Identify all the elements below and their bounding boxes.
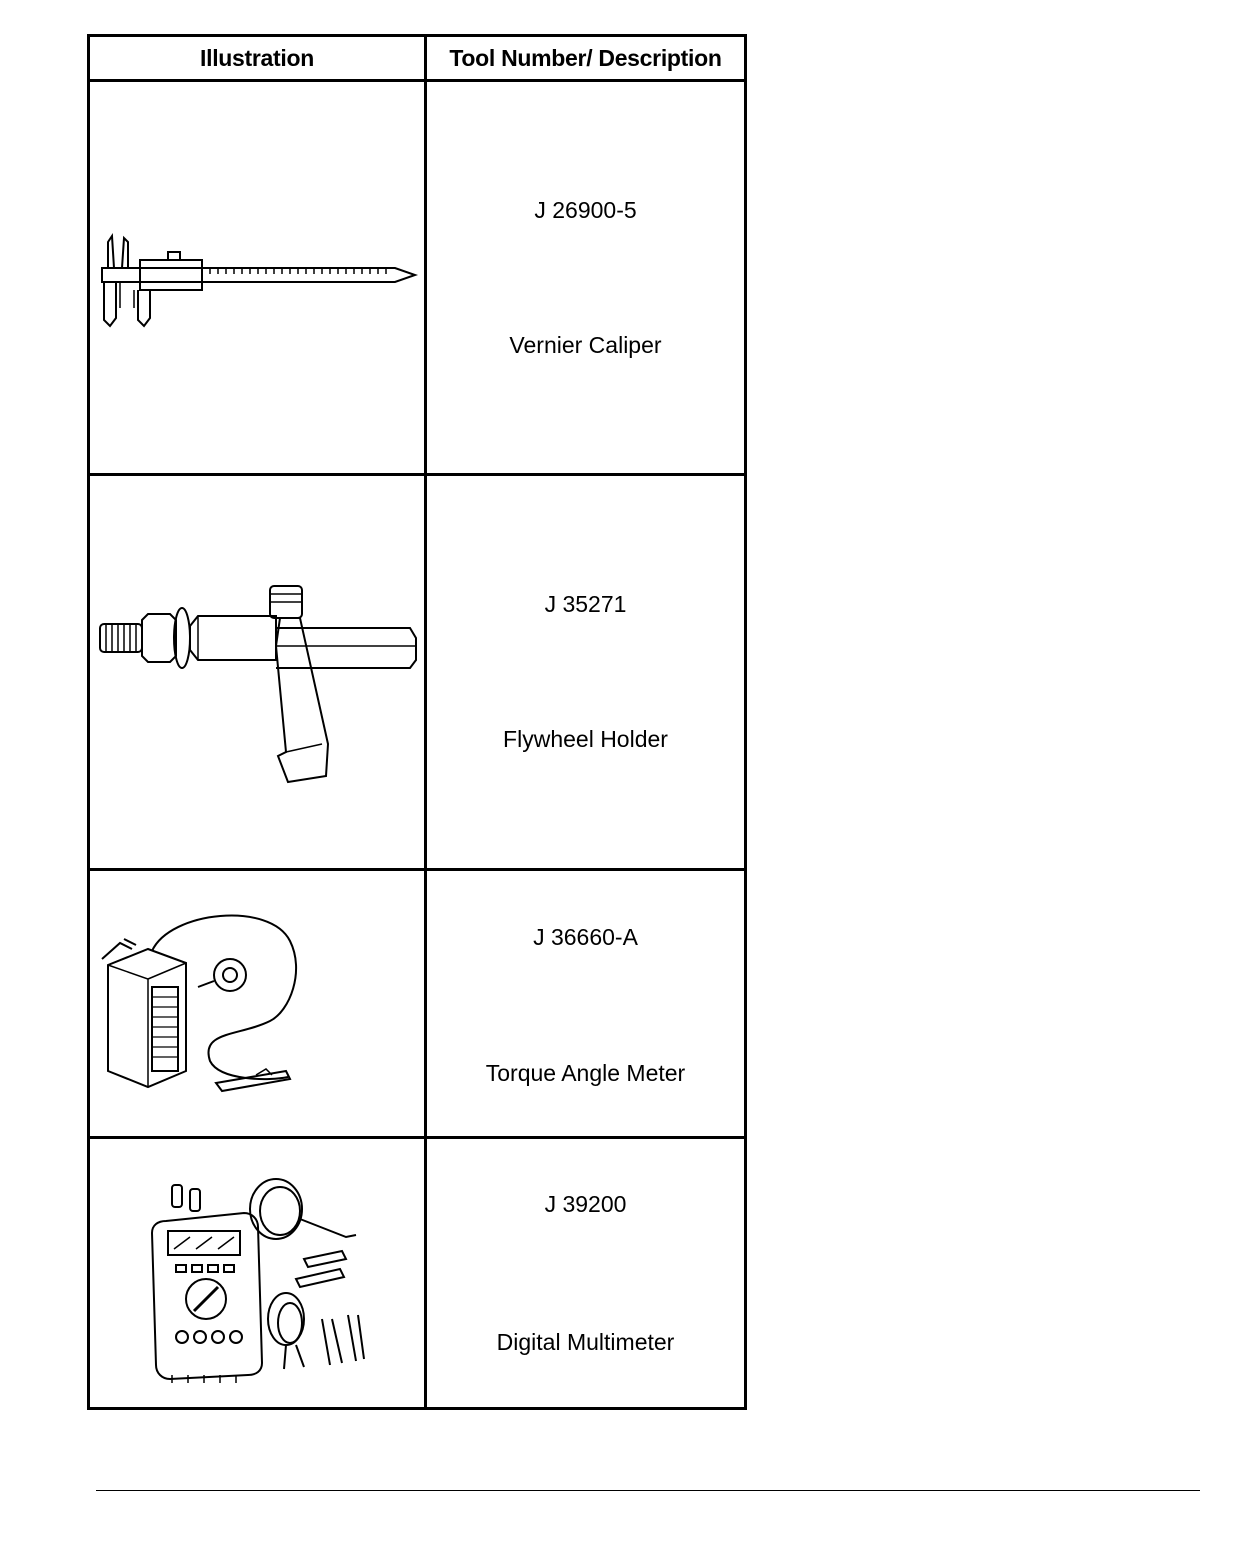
illustration-cell [90,1139,427,1407]
digital-multimeter-icon [90,1139,424,1407]
table-row [90,82,744,476]
tool-number: J 35271 [544,591,627,617]
flywheel-holder-icon [90,476,424,871]
illustration-cell [90,476,427,868]
tool-description: Torque Angle Meter [485,1060,686,1086]
footer-divider [96,1490,1200,1491]
tool-cell [427,1139,744,1407]
tool-description: Vernier Caliper [509,332,662,358]
vernier-caliper-icon [90,82,424,476]
illustration-cell [90,871,427,1136]
torque-angle-meter-icon [90,871,424,1139]
tool-description: Flywheel Holder [503,726,668,752]
table-row [90,1139,744,1407]
header-illustration: Illustration [90,37,427,79]
table-header-row [90,37,744,82]
tool-cell [427,871,744,1136]
special-tools-table [87,34,747,1410]
tool-number: J 36660-A [533,924,638,950]
tool-number: J 39200 [544,1191,627,1217]
tool-cell [427,82,744,473]
table-row [90,871,744,1139]
table-row [90,476,744,871]
tool-cell [427,476,744,868]
illustration-cell [90,82,427,473]
tool-number: J 26900-5 [534,197,637,223]
tool-description: Digital Multimeter [496,1329,675,1355]
header-tool-number-description: Tool Number/ Description [449,44,722,71]
